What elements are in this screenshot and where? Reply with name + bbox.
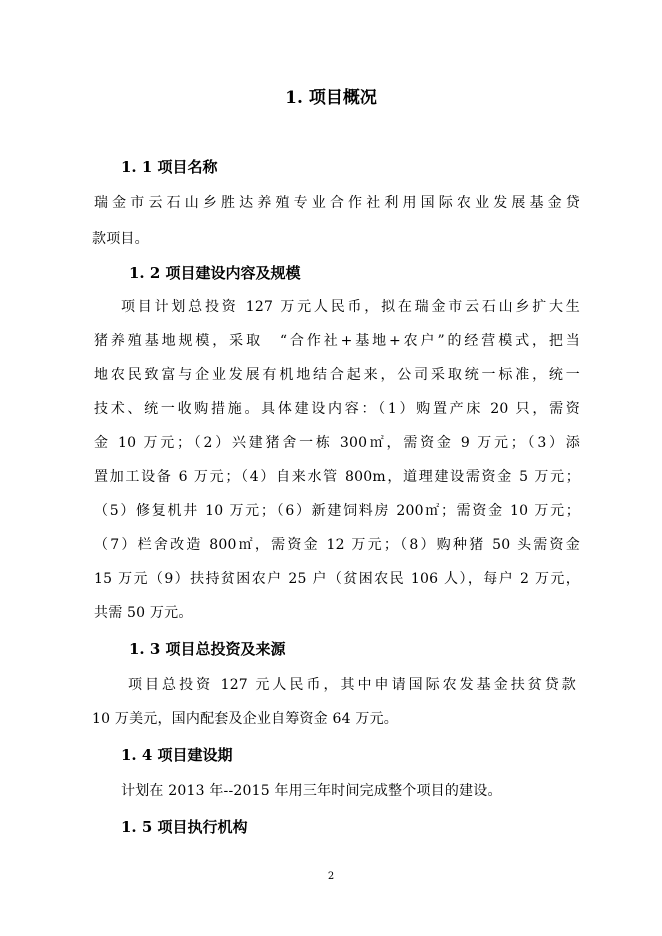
document-title: 1. 项目概况 bbox=[285, 88, 377, 108]
paragraph-line: 金 10 万元；（2）兴建猪舍一栋 300㎡，需资金 9 万元；（3）添 bbox=[94, 435, 580, 451]
paragraph-line: 地农民致富与企业发展有机地结合起来，公司采取统一标准，统一 bbox=[94, 367, 580, 383]
paragraph-line: 瑞金市云石山乡胜达养殖专业合作社利用国际农业发展基金贷 bbox=[94, 195, 580, 211]
page-number: 2 bbox=[327, 871, 335, 882]
paragraph-line: （5）修复机井 10 万元；（6）新建饲料房 200㎡；需资金 10 万元； bbox=[94, 503, 580, 519]
paragraph-line: 款项目。 bbox=[92, 231, 149, 247]
section-heading-construction-period: 1. 4 项目建设期 bbox=[121, 746, 233, 764]
paragraph-line: 猪养殖基地规模，采取 “合作社+基地+农户”的经营模式，把当 bbox=[94, 333, 580, 349]
paragraph-line: 15 万元（9）扶持贫困农户 25 户（贫困农民 106 人），每户 2 万元， bbox=[94, 571, 580, 587]
paragraph-line: 技术、统一收购措施。具体建设内容：（1）购置产床 20 只，需资 bbox=[94, 401, 580, 417]
section-heading-executing-agency: 1. 5 项目执行机构 bbox=[121, 818, 248, 836]
paragraph-line: （7）栏舍改造 800㎡，需资金 12 万元；（8）购种猪 50 头需资金 bbox=[94, 537, 580, 553]
section-heading-investment: 1. 3 项目总投资及来源 bbox=[129, 640, 286, 658]
section-heading-construction-content: 1. 2 项目建设内容及规模 bbox=[129, 264, 301, 282]
paragraph-line: 置加工设备 6 万元；（4）自来水管 800m，道理建设需资金 5 万元； bbox=[94, 469, 580, 485]
paragraph-line: 共需 50 万元。 bbox=[94, 605, 193, 621]
paragraph-line: 10 万美元，国内配套及企业自筹资金 64 万元。 bbox=[92, 711, 398, 727]
section-heading-project-name: 1. 1 项目名称 bbox=[121, 158, 218, 176]
paragraph-line: 计划在 2013 年--2015 年用三年时间完成整个项目的建设。 bbox=[121, 783, 502, 799]
paragraph-line: 项目总投资 127 元人民币，其中申请国际农发基金扶贫贷款 bbox=[128, 677, 576, 693]
paragraph-line: 项目计划总投资 127 万元人民币，拟在瑞金市云石山乡扩大生 bbox=[121, 299, 580, 315]
